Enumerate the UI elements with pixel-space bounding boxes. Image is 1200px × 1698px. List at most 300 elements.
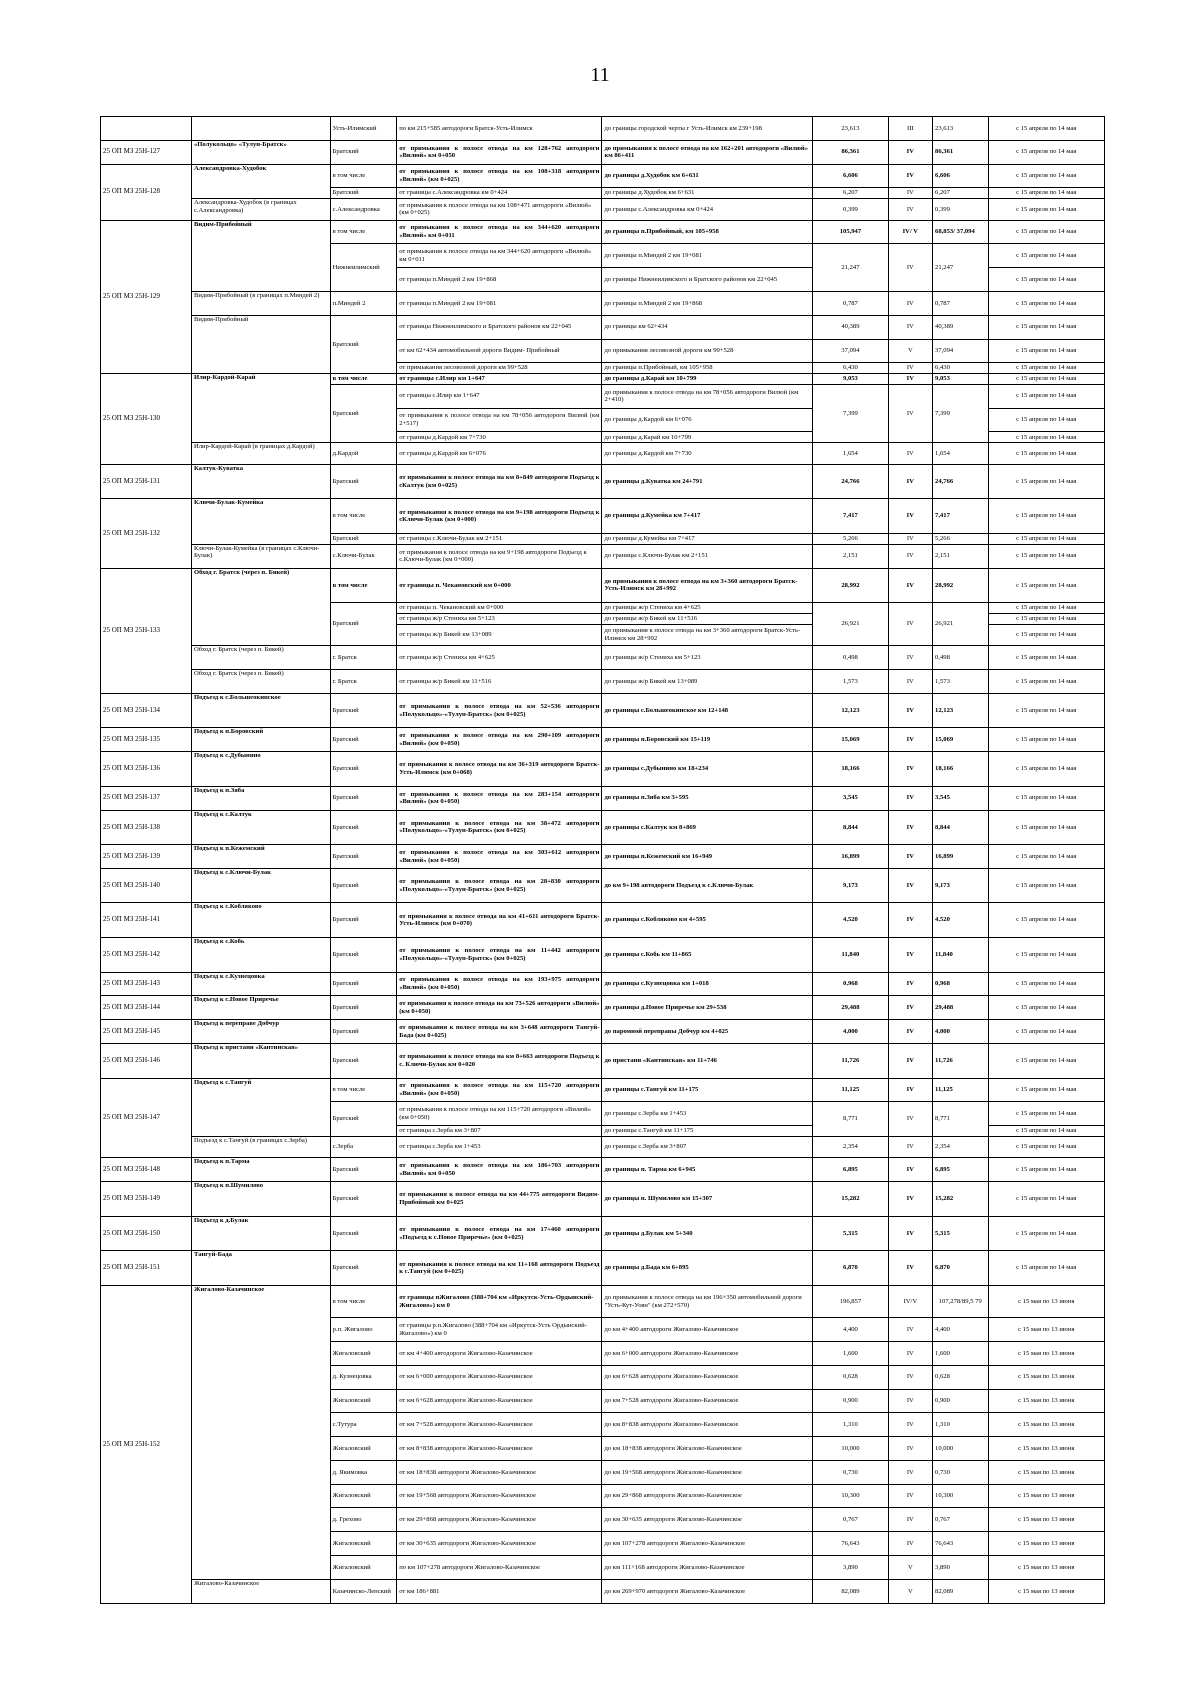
page-number: 11 (590, 64, 610, 86)
to-point: до границы с.Калтук км 8+869 (602, 810, 813, 845)
table-row (101, 903, 1105, 938)
from-point: от примыкания к полосе отвода на км 303+612 автодороги «Вилюй» (км 0+050) (397, 845, 602, 869)
length: 0,730 (813, 1460, 888, 1484)
restriction-period: с 15 мая по 13 июня (988, 1413, 1105, 1437)
road-code: 25 ОП МЗ 25Н-139 (101, 845, 192, 869)
category: IV (888, 1484, 932, 1508)
table-row (101, 164, 1105, 188)
length-limited: 3,545 (933, 786, 988, 810)
to-point: до границы п.Прибойный, км 105+958 (602, 363, 813, 374)
restriction-period: с 15 апреля по 14 мая (988, 845, 1105, 869)
to-point: до границы д.Кумейка км 7+417 (602, 499, 813, 534)
category: IV (888, 292, 932, 316)
from-point: от границы с.Зерба км 3+807 (397, 1126, 602, 1137)
length-limited: 5,266 (933, 533, 988, 544)
restriction-period: с 15 апреля по 14 мая (988, 1043, 1105, 1078)
from-point: от км 29+868 автодороги Жигалово-Казачинское (397, 1508, 602, 1532)
district: Братский (330, 752, 397, 787)
road-name: Подъезд к с.Калтук (191, 810, 330, 845)
from-point: от границы ж/р Бикей км 13+089 (397, 624, 602, 646)
to-point: до границы с.Зерба км 1+453 (602, 1102, 813, 1126)
district: Братский (330, 1158, 397, 1182)
to-point: до границы д.Булак км 5+340 (602, 1216, 813, 1251)
to-point: до пристани «Кантинская» км 11+746 (602, 1043, 813, 1078)
road-name: Жигалово-Казачинское (191, 1285, 330, 1579)
length: 26,921 (813, 603, 888, 646)
category: V (888, 1556, 932, 1580)
district: Братский (330, 603, 397, 646)
road-name: Обход г. Братск (через п. Бикей) (191, 568, 330, 646)
restriction-period: с 15 апреля по 14 мая (988, 868, 1105, 903)
length: 2,354 (813, 1136, 888, 1158)
from-point: от примыкания к полосе отвода на км 28+830 автодороги «Полукольцо»-«Тулун-Братск» (км 0+025) (397, 868, 602, 903)
restriction-period: с 15 апреля по 14 мая (988, 315, 1105, 339)
district: Усть-Илимский (330, 117, 397, 141)
road-name: Видим-Прибойный (191, 220, 330, 291)
length-limited: 29,488 (933, 996, 988, 1020)
to-point: до границы п.Зяба км 3+595 (602, 786, 813, 810)
to-point: до границы с.Тангуй км 11+175 (602, 1126, 813, 1137)
length: 16,899 (813, 845, 888, 869)
road-name: Подъезд к с.Большеокинское (191, 693, 330, 728)
category: IV (888, 1136, 932, 1158)
district: Жигаловский (330, 1556, 397, 1580)
length: 3,545 (813, 786, 888, 810)
road-name: Илир-Кардой-Карай (191, 374, 330, 443)
length: 6,207 (813, 188, 888, 199)
road-name: Калтук-Куватка (191, 464, 330, 499)
road-code: 25 ОП МЗ 25Н-152 (101, 1285, 192, 1603)
district: в том числе (330, 374, 397, 385)
table-row (101, 140, 1105, 164)
category: IV (888, 544, 932, 568)
table-row (101, 1182, 1105, 1217)
category: IV (888, 786, 932, 810)
length: 86,361 (813, 140, 888, 164)
category: IV (888, 374, 932, 385)
road-code: 25 ОП МЗ 25Н-129 (101, 220, 192, 373)
length-limited: 0,787 (933, 292, 988, 316)
district: в том числе (330, 568, 397, 603)
category: IV (888, 1532, 932, 1556)
restriction-period: с 15 апреля по 14 мая (988, 613, 1105, 624)
to-point: до границы п.Прибойный, км 105+958 (602, 220, 813, 244)
category: IV (888, 868, 932, 903)
length: 10,300 (813, 1484, 888, 1508)
restriction-period: с 15 апреля по 14 мая (988, 670, 1105, 694)
to-point: до км 7+528 автодороги Жигалово-Казачинское (602, 1389, 813, 1413)
to-point: до границы Нижнеилимского и Братского районов км 22+045 (602, 268, 813, 292)
length: 15,069 (813, 728, 888, 752)
to-point: до границы городской черты г Усть-Илимск км 239+198 (602, 117, 813, 141)
from-point: от границы с.Зерба км 1+453 (397, 1136, 602, 1158)
road-name: Подъезд к п.Боровский (191, 728, 330, 752)
road-code: 25 ОП МЗ 25Н-142 (101, 938, 192, 973)
restriction-period: с 15 апреля по 14 мая (988, 1158, 1105, 1182)
from-point: от примыкания к полосе отвода на км 283+154 автодороги «Вилюй» (км 0+050) (397, 786, 602, 810)
length-limited: 86,361 (933, 140, 988, 164)
table-row (101, 972, 1105, 996)
from-point: от границы п.Миндей 2 км 19+081 (397, 292, 602, 316)
length-limited: 10,300 (933, 1484, 988, 1508)
length: 1,654 (813, 443, 888, 465)
category: V (888, 1579, 932, 1603)
to-point: до границы д.Бада км 6+895 (602, 1251, 813, 1286)
district: д. Якимовка (330, 1460, 397, 1484)
from-point: от км 7+528 автодороги Жигалово-Казачинское (397, 1413, 602, 1437)
length: 1,573 (813, 670, 888, 694)
to-point: до границы с.Дубынино км 18+234 (602, 752, 813, 787)
district: Казачинско-Ленский (330, 1579, 397, 1603)
length-limited: 68,853/ 37,094 (933, 220, 988, 244)
road-code: 25 ОП МЗ 25Н-131 (101, 464, 192, 499)
road-name: Обход г. Братск (через п. Бикей) (191, 646, 330, 670)
length-limited: 16,899 (933, 845, 988, 869)
district: Братский (330, 1182, 397, 1217)
length-limited: 4,400 (933, 1318, 988, 1342)
road-name: Александровка-Худобок (191, 164, 330, 199)
from-point: от примыкания к полосе отвода на км 41+611 автодороги Братск-Усть-Илимск (км 0+070) (397, 903, 602, 938)
restriction-period: с 15 апреля по 14 мая (988, 164, 1105, 188)
length: 24,766 (813, 464, 888, 499)
road-code: 25 ОП МЗ 25Н-150 (101, 1216, 192, 1251)
from-point: от примыкания к полосе отвода на км 344+620 автодороги «Вилюй» км 0+011 (397, 244, 602, 268)
category: IV (888, 1342, 932, 1366)
road-name: Ключи-Булак-Кумейка (191, 499, 330, 544)
to-point: до границы с.Зерба км 3+807 (602, 1136, 813, 1158)
to-point: до примыкания к полосе отвода на км 3+360 автодороги Братск-Усть-Илимск км 28+992 (602, 568, 813, 603)
to-point: до границы с.Кобляково км 4+595 (602, 903, 813, 938)
restriction-period: с 15 апреля по 14 мая (988, 1078, 1105, 1102)
category: IV (888, 1078, 932, 1102)
to-point: до границы п. Шумилово км 15+307 (602, 1182, 813, 1217)
road-name: «Полукольцо» «Тулун-Братск» (191, 140, 330, 164)
table-row (101, 752, 1105, 787)
restriction-period: с 15 мая по 13 июня (988, 1389, 1105, 1413)
length: 0,968 (813, 972, 888, 996)
from-point: от примыкания к полосе отвода на км 9+198 автодороги Подъезд к сКлючи-Булак (км 0+000) (397, 499, 602, 534)
district: Братский (330, 845, 397, 869)
length: 18,166 (813, 752, 888, 787)
category: IV (888, 1318, 932, 1342)
to-point: до границы п.Миндей 2 км 19+868 (602, 292, 813, 316)
to-point: до паромной переправы Добчур км 4+025 (602, 1020, 813, 1044)
length-limited: 0,767 (933, 1508, 988, 1532)
district: г. Братск (330, 646, 397, 670)
from-point: от примыкания к полосе отвода на км 38+472 автодороги «Полукольцо»-«Тулун-Братск» (км 0+025) (397, 810, 602, 845)
length: 1,600 (813, 1342, 888, 1366)
restriction-period: с 15 апреля по 14 мая (988, 603, 1105, 614)
category: IV (888, 244, 932, 292)
from-point: от примыкания к полосе отвода на км 36+319 автодороги Братск-Усть-Илимск (км 0+068) (397, 752, 602, 787)
length: 196,857 (813, 1285, 888, 1317)
table-row (101, 786, 1105, 810)
from-point: от границы ж/р Стениха км 5+123 (397, 613, 602, 624)
category: IV (888, 1365, 932, 1389)
from-point: от границы п. Чекановский км 0+000 (397, 603, 602, 614)
restriction-period: с 15 апреля по 14 мая (988, 443, 1105, 465)
district: Братский (330, 728, 397, 752)
length-limited: 9,173 (933, 868, 988, 903)
restriction-period: с 15 мая по 13 июня (988, 1437, 1105, 1461)
from-point: от км 19+568 автодороги Жигалово-Казачинское (397, 1484, 602, 1508)
length-limited: 1,654 (933, 443, 988, 465)
length-limited: 6,895 (933, 1158, 988, 1182)
category: IV (888, 188, 932, 199)
category: IV (888, 1460, 932, 1484)
district: в том числе (330, 1285, 397, 1317)
table-row (101, 568, 1105, 603)
category: IV (888, 164, 932, 188)
category: IV (888, 1102, 932, 1137)
length-limited: 7,417 (933, 499, 988, 534)
from-point: от примыкания к полосе отвода на км 11+168 автодороги Подъезд к с.Тангуй (км 0+025) (397, 1251, 602, 1286)
restriction-period: с 15 мая по 13 июня (988, 1318, 1105, 1342)
length-limited: 7,399 (933, 384, 988, 442)
to-point: до км 19+568 автодороги Жигалово-Казачинское (602, 1460, 813, 1484)
to-point: до границы ж/р Стениха км 5+123 (602, 646, 813, 670)
road-code: 25 ОП МЗ 25Н-137 (101, 786, 192, 810)
length: 8,844 (813, 810, 888, 845)
length: 0,498 (813, 646, 888, 670)
length-limited: 12,123 (933, 693, 988, 728)
road-name: Подъезд к с.Ключи-Булак (191, 868, 330, 903)
table-row (101, 1216, 1105, 1251)
restriction-period: с 15 апреля по 14 мая (988, 408, 1105, 432)
length: 105,947 (813, 220, 888, 244)
to-point: до границы д.Кардой км 6+076 (602, 408, 813, 432)
road-code: 25 ОП МЗ 25Н-127 (101, 140, 192, 164)
district: в том числе (330, 1078, 397, 1102)
length: 8,771 (813, 1102, 888, 1137)
length: 23,613 (813, 117, 888, 141)
length: 29,488 (813, 996, 888, 1020)
road-name: Подъезд к с.Новое Приречье (191, 996, 330, 1020)
length-limited: 3,890 (933, 1556, 988, 1580)
district: д. Кузнецовка (330, 1365, 397, 1389)
category: IV (888, 752, 932, 787)
length-limited: 11,125 (933, 1078, 988, 1102)
from-point: от примыкания к полосе отвода на км 108+471 автодороги «Вилюй» (км 0+025) (397, 199, 602, 221)
to-point: до км 29+868 автодороги Жигалово-Казачинское (602, 1484, 813, 1508)
to-point: до км 6+000 автодороги Жигалово-Казачинское (602, 1342, 813, 1366)
restriction-period: с 15 апреля по 14 мая (988, 140, 1105, 164)
from-point: от примыкания к полосе отвода на км 44+775 автодороги Видим-Прибойный км 0+025 (397, 1182, 602, 1217)
length-limited: 107,278/89,5 79 (933, 1285, 988, 1317)
to-point: до км 107+278 автодороги Жигалово-Казачинское (602, 1532, 813, 1556)
table-row (101, 544, 1105, 568)
category: IV (888, 1251, 932, 1286)
table-row (101, 1158, 1105, 1182)
to-point: до км 111+168 автодороги Жигалово-Казачинское (602, 1556, 813, 1580)
category: IV/V (888, 1285, 932, 1317)
restriction-period: с 15 апреля по 14 мая (988, 292, 1105, 316)
table-row (101, 1251, 1105, 1286)
district: Братский (330, 464, 397, 499)
from-point: от примыкания к полосе отвода на км 344+620 автодороги «Вилюй» км 0+011 (397, 220, 602, 244)
to-point: до км 9+198 автодороги Подъезд к с.Ключи-Булак (602, 868, 813, 903)
length-limited: 1,600 (933, 1342, 988, 1366)
to-point: до границы п.Миндей 2 км 19+081 (602, 244, 813, 268)
district: Братский (330, 1251, 397, 1286)
length: 6,606 (813, 164, 888, 188)
length: 82,089 (813, 1579, 888, 1603)
district: Жигаловский (330, 1437, 397, 1461)
length: 11,726 (813, 1043, 888, 1078)
road-table-body (101, 117, 1105, 1604)
road-name: Александровка-Худобок (в границах с.Александровка) (191, 199, 330, 221)
length-limited: 1,310 (933, 1413, 988, 1437)
category: IV (888, 810, 932, 845)
restriction-period: с 15 апреля по 14 мая (988, 786, 1105, 810)
to-point: до границы д.Новое Приречье км 29+538 (602, 996, 813, 1020)
district: Братский (330, 315, 397, 373)
category: IV (888, 1216, 932, 1251)
from-point: от км 6+628 автодороги Жигалово-Казачинское (397, 1389, 602, 1413)
from-point: от примыкания к полосе отвода на км 8+663 автодороги Подъезд к с. Ключи-Булак км 0+020 (397, 1043, 602, 1078)
restriction-period: с 15 мая по 13 июня (988, 1484, 1105, 1508)
length: 9,173 (813, 868, 888, 903)
from-point: от примыкания к полосе отвода на км 9+198 автодороги Подъезд к с.Ключи-Булак (км 0+000) (397, 544, 602, 568)
restriction-period: с 15 апреля по 14 мая (988, 903, 1105, 938)
from-point: от км 8+838 автодороги Жигалово-Казачинское (397, 1437, 602, 1461)
category: IV (888, 972, 932, 996)
district: Братский (330, 810, 397, 845)
road-name: Подъезд к с.Тангуй (в границах с.Зерба) (191, 1136, 330, 1158)
length: 11,125 (813, 1078, 888, 1102)
district: Братский (330, 533, 397, 544)
table-row (101, 670, 1105, 694)
to-point: до примыкания лесовозной дороги км 99+528 (602, 339, 813, 363)
restriction-period: с 15 апреля по 14 мая (988, 499, 1105, 534)
category: IV (888, 1158, 932, 1182)
length-limited: 0,399 (933, 199, 988, 221)
from-point: от границы пЖигалово (388+704 км «Иркутск-Усть-Ордынский-Жигалово») км 0 (397, 1285, 602, 1317)
district: д.Кардой (330, 443, 397, 465)
length-limited: 18,166 (933, 752, 988, 787)
district: Братский (330, 1043, 397, 1078)
to-point: до границы п.Кежемский км 16+949 (602, 845, 813, 869)
category: IV (888, 464, 932, 499)
length: 5,266 (813, 533, 888, 544)
restriction-period: с 15 апреля по 14 мая (988, 544, 1105, 568)
from-point: от границы с.Илир км 1+647 (397, 384, 602, 408)
district: в том числе (330, 499, 397, 534)
table-row (101, 292, 1105, 316)
district: Жигаловский (330, 1532, 397, 1556)
category: IV/ V (888, 220, 932, 244)
to-point: до границы ж/р Бикей км 13+089 (602, 670, 813, 694)
district: Братский (330, 903, 397, 938)
district: Братский (330, 384, 397, 442)
restriction-period: с 15 апреля по 14 мая (988, 339, 1105, 363)
road-name: Подъезд к переправе Добчур (191, 1020, 330, 1044)
to-point: до границы д.Карай км 10+799 (602, 432, 813, 443)
road-name: Подъезд к с.Тангуй (191, 1078, 330, 1136)
road-name: Ключи-Булак-Кумейка (в границах с.Ключи-Булак) (191, 544, 330, 568)
length-limited: 76,643 (933, 1532, 988, 1556)
road-name: Подъезд к с.Кобляково (191, 903, 330, 938)
from-point: от примыкания к полосе отвода на км 108+318 автодороги «Вилюй» (км 0+025) (397, 164, 602, 188)
road-code: 25 ОП МЗ 25Н-144 (101, 996, 192, 1020)
length: 6,870 (813, 1251, 888, 1286)
category: V (888, 339, 932, 363)
from-point: от примыкания лесовозной дороги км 99+528 (397, 363, 602, 374)
length: 37,094 (813, 339, 888, 363)
length: 0,787 (813, 292, 888, 316)
district: Братский (330, 972, 397, 996)
length-limited: 21,247 (933, 244, 988, 292)
road-code: 25 ОП МЗ 25Н-148 (101, 1158, 192, 1182)
to-point: до границы п.Боровский км 15+119 (602, 728, 813, 752)
table-row (101, 443, 1105, 465)
from-point: от примыкания к полосе отвода на км 78+056 автодороги Вилюй (км 2+517) (397, 408, 602, 432)
length: 3,890 (813, 1556, 888, 1580)
length: 9,053 (813, 374, 888, 385)
length: 11,840 (813, 938, 888, 973)
restriction-period: с 15 апреля по 14 мая (988, 244, 1105, 268)
length: 10,000 (813, 1437, 888, 1461)
from-point: от примыкания к полосе отвода на км 115+720 автодороги «Вилюй» (км 0+050) (397, 1078, 602, 1102)
from-point: от границы п.Миндей 2 км 19+868 (397, 268, 602, 292)
from-point: от границы д.Кардой км 6+076 (397, 443, 602, 465)
from-point: от границы д.Кардой км 7+730 (397, 432, 602, 443)
category: IV (888, 845, 932, 869)
table-row (101, 1020, 1105, 1044)
category: IV (888, 1508, 932, 1532)
from-point: от примыкания к полосе отвода на км 115+720 автодороги «Вилюй» (км 0+050) (397, 1102, 602, 1126)
length-limited: 1,573 (933, 670, 988, 694)
table-row (101, 499, 1105, 534)
road-name: Жигалово-Казачинское (191, 1579, 330, 1603)
table-row (101, 464, 1105, 499)
length-limited: 9,053 (933, 374, 988, 385)
restriction-period: с 15 мая по 13 июня (988, 1508, 1105, 1532)
to-point: до границы ж/р Бикей км 11+516 (602, 613, 813, 624)
to-point: до границы д.Худобок км 6+631 (602, 188, 813, 199)
district: д. Грехово (330, 1508, 397, 1532)
road-code: 25 ОП МЗ 25Н-146 (101, 1043, 192, 1078)
restriction-period: с 15 апреля по 14 мая (988, 810, 1105, 845)
length-limited: 5,315 (933, 1216, 988, 1251)
length: 2,151 (813, 544, 888, 568)
length-limited: 4,520 (933, 903, 988, 938)
from-point: от км 6+000 автодороги Жигалово-Казачинское (397, 1365, 602, 1389)
district: г. Братск (330, 670, 397, 694)
table-row (101, 693, 1105, 728)
restriction-period: с 15 апреля по 14 мая (988, 188, 1105, 199)
length-limited: 82,089 (933, 1579, 988, 1603)
from-point: от примыкания к полосе отвода на км 52+536 автодороги «Полукольцо»-«Тулун-Братск» (км 0+025) (397, 693, 602, 728)
length-limited: 2,354 (933, 1136, 988, 1158)
length-limited: 28,992 (933, 568, 988, 603)
road-code: 25 ОП МЗ 25Н-149 (101, 1182, 192, 1217)
road-code: 25 ОП МЗ 25Н-145 (101, 1020, 192, 1044)
restriction-period: с 15 апреля по 14 мая (988, 938, 1105, 973)
category: IV (888, 1182, 932, 1217)
restriction-period: с 15 апреля по 14 мая (988, 363, 1105, 374)
restriction-period: с 15 апреля по 14 мая (988, 1126, 1105, 1137)
table-row (101, 1579, 1105, 1603)
category: IV (888, 199, 932, 221)
length-limited: 6,606 (933, 164, 988, 188)
category: IV (888, 603, 932, 646)
table-row (101, 374, 1105, 385)
length: 1,310 (813, 1413, 888, 1437)
district: Братский (330, 1102, 397, 1137)
road-code: 25 ОП МЗ 25Н-135 (101, 728, 192, 752)
from-point: от примыкания к полосе отвода на км 73+526 автодороги «Вилюй» (км 0+050) (397, 996, 602, 1020)
